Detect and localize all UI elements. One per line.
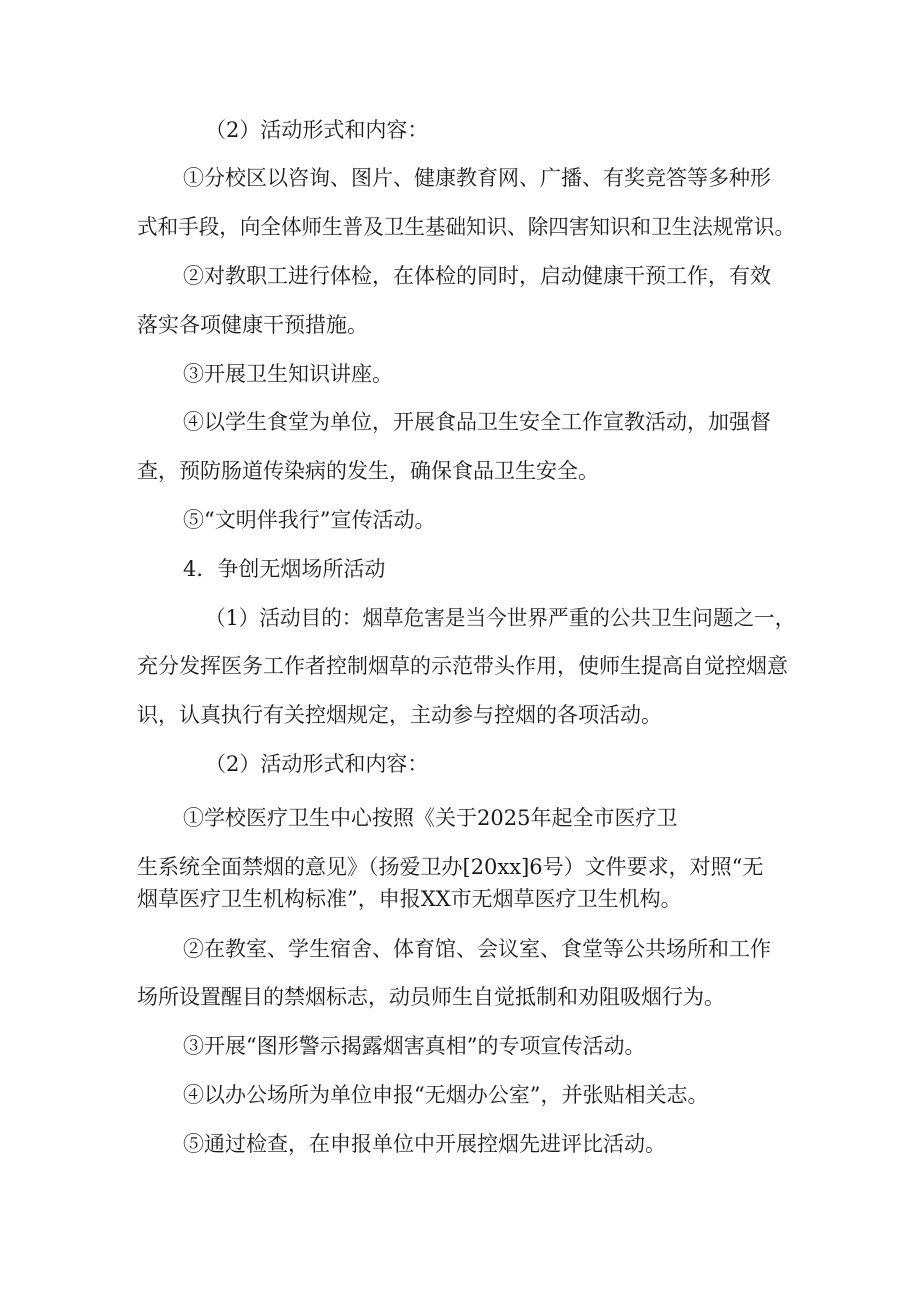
- paragraph-line: ②对教职工进行体检，在体检的同时，启动健康干预工作，有效: [183, 264, 771, 288]
- paragraph-line: ④以学生食堂为单位，开展食品卫生安全工作宣教活动，加强督: [183, 410, 771, 434]
- paragraph-line: ②在教室、学生宿舍、体育馆、会议室、食堂等公共场所和工作: [183, 937, 771, 961]
- paragraph-line: （1）活动目的：烟草危害是当今世界严重的公共卫生问题之一，: [205, 606, 796, 630]
- paragraph-line: 场所设置醒目的禁烟标志，动员师生自觉抵制和劝阻吸烟行为。: [137, 985, 725, 1009]
- section-heading-smoke-free: 4．争创无烟场所活动: [183, 557, 386, 581]
- paragraph-line: ①分校区以咨询、图片、健康教育网、广播、有奖竞答等多种形: [183, 166, 771, 190]
- paragraph-line: ③开展卫生知识讲座。: [183, 362, 393, 386]
- paragraph-line: ⑤通过检查，在申报单位中开展控烟先进评比活动。: [183, 1132, 666, 1156]
- paragraph-line: 烟草医疗卫生机构标准”，申报XX市无烟草医疗卫生机构。: [137, 887, 682, 911]
- paragraph-line: 落实各项健康干预措施。: [137, 313, 368, 337]
- paragraph-line: ③开展“图形警示揭露烟害真相”的专项宣传活动。: [183, 1034, 646, 1058]
- paragraph-line: 识，认真执行有关控烟规定，主动参与控烟的各项活动。: [137, 703, 662, 727]
- section-heading-form-content: （2）活动形式和内容：: [205, 118, 429, 142]
- paragraph-line: 生系统全面禁烟的意见》（扬爱卫办[20xx]6号）文件要求，对照“无: [137, 855, 764, 879]
- paragraph-line: 式和手段，向全体师生普及卫生基础知识、除四害知识和卫生法规常识。: [137, 215, 796, 239]
- paragraph-line: 查，预防肠道传染病的发生，确保食品卫生安全。: [137, 459, 599, 483]
- paragraph-line: ①学校医疗卫生中心按照《关于2025年起全市医疗卫: [183, 806, 678, 830]
- paragraph-line: ⑤“文明伴我行”宣传活动。: [183, 508, 436, 532]
- section-heading-form-content: （2）活动形式和内容：: [205, 752, 429, 776]
- paragraph-line: ④以办公场所为单位申报“无烟办公室”，并张贴相关志。: [183, 1083, 709, 1107]
- paragraph-line: 充分发挥医务工作者控制烟草的示范带头作用，使师生提高自觉控烟意: [137, 654, 788, 678]
